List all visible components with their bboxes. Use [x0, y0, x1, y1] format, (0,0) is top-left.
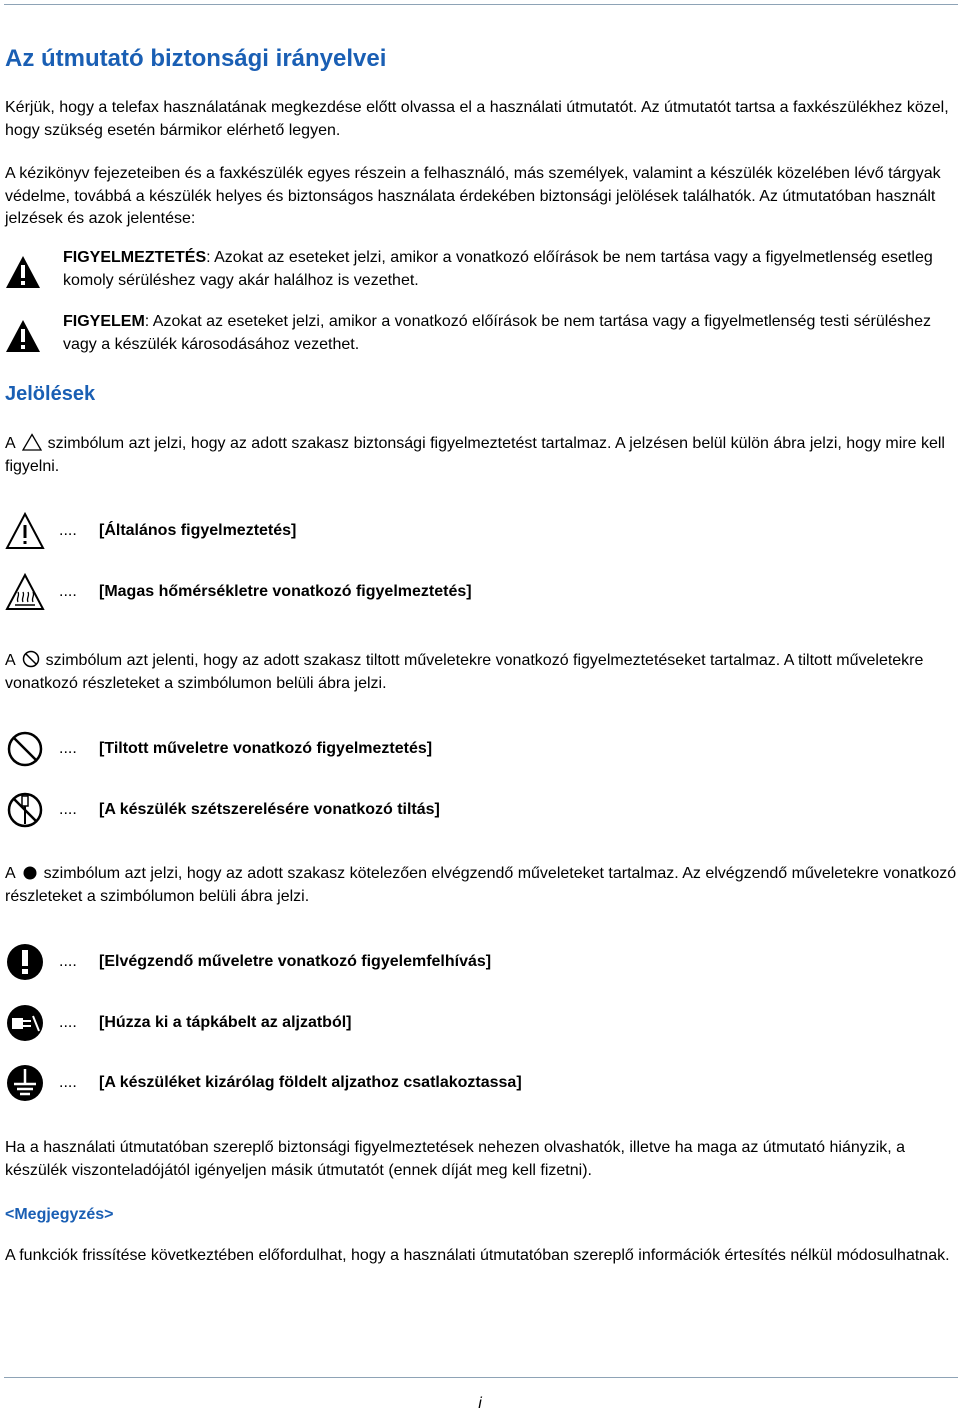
mandatory-action-icon	[5, 942, 45, 982]
mandatory-symbol-paragraph: A szimbólum azt jelzi, hogy az adott szakasz kötelezően elvégzendő műveleteket tartalmaz. Az elvégzendő műveletekre vonatkozó részleteket a szimbólumon belüli ábra jelzi.	[5, 865, 957, 905]
general-warning-icon	[5, 511, 45, 551]
no-disassembly-icon	[5, 790, 45, 830]
intro-paragraph-2: A kézikönyv fejezeteiben és a faxkészülék egyes részein a felhasználó, más személyek, valamint a készülék közelében lévő tárgyak védelme, továbbá a készülék helyes és biztonságos használata érdekében biztonsági jelölések találhatók. Az útmutatóban használt jelzések és azok jelentése:	[5, 165, 941, 227]
warning-term: FIGYELMEZTETÉS	[63, 249, 207, 266]
caution-term: FIGYELEM	[63, 313, 145, 330]
symbol-label: [Elvégzendő műveletre vonatkozó figyelemfelhívás]	[99, 953, 492, 970]
ground-icon	[5, 1063, 45, 1103]
warning-triangle-icon	[5, 255, 41, 289]
symbol-label: [Magas hőmérsékletre vonatkozó figyelmeztetés]	[99, 583, 472, 600]
symbol-item: .... [Általános figyelmeztetés]	[5, 511, 705, 551]
triangle-symbol-paragraph: A szimbólum azt jelzi, hogy az adott szakasz biztonsági figyelmeztetést tartalmaz. A jelzésen belül külön ábra jelzi, hogy mire kell figyelni.	[5, 435, 945, 475]
closing-paragraph: Ha a használati útmutatóban szereplő biztonsági figyelmeztetések nehezen olvashatók, illetve ha maga az útmutató hiányzik, a készülék viszonteladójától igényeljen másik útmutatót (ennek díját meg kell fizetni).	[5, 1139, 906, 1179]
page-title: Az útmutató biztonsági irányelvei	[5, 45, 387, 72]
symbol-label: [Általános figyelmeztetés]	[99, 522, 297, 539]
caution-description: : Azokat az eseteket jelzi, amikor a vonatkozó előírások be nem tartása vagy a figyelmetlenség testi sérüléshez vagy a készülék károsodásához vezethet.	[63, 313, 931, 353]
warning-description: : Azokat az eseteket jelzi, amikor a vonatkozó előírások be nem tartása vagy a figyelmetlenség esetleg komoly sérüléshez vagy akár halálhoz is vezethet.	[63, 249, 933, 289]
symbol-item: .... [A készüléket kizárólag földelt aljzathoz csatlakoztassa]	[5, 1063, 705, 1103]
page-number: i	[478, 1395, 482, 1412]
unplug-icon	[5, 1003, 45, 1043]
high-temperature-icon	[5, 572, 45, 612]
symbol-label: [Tiltott műveletre vonatkozó figyelmeztetés]	[99, 740, 433, 757]
prohibited-icon	[5, 729, 45, 769]
note-text: A funkciók frissítése következtében előfordulhat, hogy a használati útmutatóban szereplő információk értesítés nélkül módosulhatnak.	[5, 1247, 950, 1264]
note-title: <Megjegyzés>	[5, 1206, 114, 1223]
symbol-item: .... [Magas hőmérsékletre vonatkozó figyelmeztetés]	[5, 572, 705, 612]
filled-circle-icon	[22, 865, 38, 881]
prohibit-symbol-paragraph: A szimbólum azt jelenti, hogy az adott szakasz tiltott műveletekre vonatkozó figyelmeztetéseket tartalmaz. A tiltott műveletekre vonatkozó részleteket a szimbólumon belüli ábra jelzi.	[5, 652, 924, 692]
intro-paragraph-1: Kérjük, hogy a telefax használatának megkezdése előtt olvassa el a használati útmutatót. Az útmutatót tartsa a faxkészülékhez közel, hogy szükség esetén bármikor elérhető legyen.	[5, 99, 949, 139]
top-rule	[4, 4, 958, 5]
symbol-label: [A készülék szétszerelésére vonatkozó tiltás]	[99, 801, 440, 818]
bottom-rule	[4, 1377, 958, 1378]
symbol-item: .... [Tiltott műveletre vonatkozó figyelmeztetés]	[5, 729, 705, 769]
symbol-label: [A készüléket kizárólag földelt aljzathoz csatlakoztassa]	[99, 1074, 522, 1091]
symbol-item: .... [Elvégzendő műveletre vonatkozó figyelemfelhívás]	[5, 942, 705, 982]
caution-triangle-icon	[5, 319, 41, 353]
symbol-item: .... [Húzza ki a tápkábelt az aljzatból]	[5, 1003, 705, 1043]
symbol-label: [Húzza ki a tápkábelt az aljzatból]	[99, 1014, 352, 1031]
outline-triangle-icon	[22, 433, 42, 451]
outline-prohibit-icon	[22, 650, 40, 668]
section-heading-jelolesek: Jelölések	[5, 383, 96, 405]
symbol-item: .... [A készülék szétszerelésére vonatkozó tiltás]	[5, 790, 705, 830]
